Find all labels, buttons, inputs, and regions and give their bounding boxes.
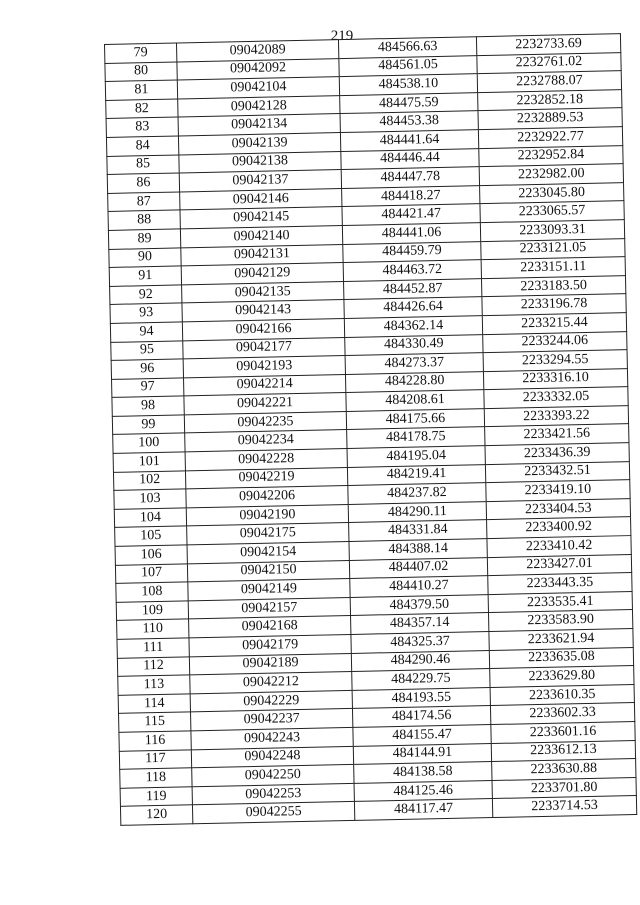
- point-number-cell: 98: [112, 396, 184, 416]
- x-coordinate-cell: 484362.14: [344, 316, 482, 337]
- y-coordinate-cell: 2232952.84: [479, 145, 623, 167]
- point-id-cell: 09042140: [180, 225, 342, 247]
- point-number-cell: 94: [110, 322, 182, 342]
- y-coordinate-cell: 2232788.07: [477, 71, 621, 93]
- point-number-cell: 85: [107, 155, 179, 175]
- point-id-cell: 09042212: [190, 672, 352, 694]
- point-id-cell: 09042128: [178, 95, 340, 117]
- y-coordinate-cell: 2233610.35: [490, 684, 634, 706]
- x-coordinate-cell: 484237.82: [348, 483, 486, 504]
- point-number-cell: 104: [114, 508, 186, 528]
- x-coordinate-cell: 484138.58: [354, 762, 492, 783]
- point-number-cell: 81: [105, 80, 177, 100]
- point-number-cell: 113: [118, 675, 190, 695]
- x-coordinate-cell: 484155.47: [353, 725, 491, 746]
- y-coordinate-cell: 2233535.41: [488, 591, 632, 613]
- y-coordinate-cell: 2232733.69: [476, 34, 620, 56]
- point-id-cell: 09042237: [191, 709, 353, 731]
- point-id-cell: 09042189: [189, 653, 351, 675]
- point-number-cell: 115: [119, 712, 191, 732]
- y-coordinate-cell: 2233410.42: [487, 536, 631, 558]
- x-coordinate-cell: 484228.80: [345, 371, 483, 392]
- x-coordinate-cell: 484175.66: [346, 408, 484, 429]
- x-coordinate-cell: 484195.04: [347, 446, 485, 467]
- point-id-cell: 09042214: [184, 374, 346, 396]
- x-coordinate-cell: 484426.64: [344, 297, 482, 318]
- x-coordinate-cell: 484208.61: [346, 390, 484, 411]
- point-number-cell: 117: [119, 749, 191, 769]
- point-number-cell: 90: [109, 247, 181, 267]
- x-coordinate-cell: 484447.78: [341, 167, 479, 188]
- y-coordinate-cell: 2233332.05: [484, 387, 628, 409]
- y-coordinate-cell: 2233045.80: [480, 182, 624, 204]
- point-number-cell: 95: [111, 340, 183, 360]
- point-id-cell: 09042234: [185, 430, 347, 452]
- x-coordinate-cell: 484379.50: [350, 594, 488, 615]
- point-id-cell: 09042137: [179, 170, 341, 192]
- y-coordinate-cell: 2233183.50: [481, 275, 625, 297]
- x-coordinate-cell: 484459.79: [343, 241, 481, 262]
- y-coordinate-cell: 2233583.90: [489, 610, 633, 632]
- point-number-cell: 109: [116, 601, 188, 621]
- point-number-cell: 91: [109, 266, 181, 286]
- y-coordinate-cell: 2233427.01: [487, 554, 631, 576]
- point-id-cell: 09042228: [185, 449, 347, 471]
- y-coordinate-cell: 2233421.56: [485, 424, 629, 446]
- page-number: 219: [330, 28, 354, 44]
- point-id-cell: 09042250: [192, 765, 354, 787]
- point-id-cell: 09042177: [183, 337, 345, 359]
- x-coordinate-cell: 484452.87: [344, 278, 482, 299]
- y-coordinate-cell: 2232889.53: [478, 108, 622, 130]
- point-id-cell: 09042157: [188, 597, 350, 619]
- y-coordinate-cell: 2233316.10: [483, 368, 627, 390]
- coordinates-table-wrapper: [104, 33, 636, 826]
- point-number-cell: 83: [106, 117, 178, 137]
- point-number-cell: 107: [115, 563, 187, 583]
- point-id-cell: 09042138: [179, 151, 341, 173]
- x-coordinate-cell: 484125.46: [354, 780, 492, 801]
- y-coordinate-cell: 2232761.02: [477, 52, 621, 74]
- point-id-cell: 09042168: [189, 616, 351, 638]
- y-coordinate-cell: 2233393.22: [484, 405, 628, 427]
- x-coordinate-cell: 484566.63: [338, 37, 476, 58]
- point-id-cell: 09042150: [187, 560, 349, 582]
- point-id-cell: 09042193: [183, 356, 345, 378]
- point-number-cell: 119: [120, 787, 192, 807]
- point-id-cell: 09042135: [182, 281, 344, 303]
- point-number-cell: 89: [108, 229, 180, 249]
- y-coordinate-cell: 2233151.11: [481, 257, 625, 279]
- x-coordinate-cell: 484290.11: [348, 501, 486, 522]
- x-coordinate-cell: 484421.47: [342, 204, 480, 225]
- point-number-cell: 120: [120, 805, 192, 825]
- x-coordinate-cell: 484453.38: [340, 111, 478, 132]
- point-id-cell: 09042139: [178, 133, 340, 155]
- x-coordinate-cell: 484538.10: [339, 74, 477, 95]
- point-number-cell: 92: [110, 285, 182, 305]
- x-coordinate-cell: 484446.44: [341, 148, 479, 169]
- x-coordinate-cell: 484174.56: [352, 706, 490, 727]
- point-number-cell: 97: [112, 378, 184, 398]
- x-coordinate-cell: 484407.02: [349, 557, 487, 578]
- point-id-cell: 09042229: [190, 690, 352, 712]
- point-id-cell: 09042253: [192, 783, 354, 805]
- point-id-cell: 09042166: [182, 318, 344, 340]
- y-coordinate-cell: 2233419.10: [486, 480, 630, 502]
- point-number-cell: 100: [113, 433, 185, 453]
- y-coordinate-cell: 2233621.94: [489, 629, 633, 651]
- point-id-cell: 09042149: [188, 579, 350, 601]
- point-id-cell: 09042221: [184, 393, 346, 415]
- point-number-cell: 82: [106, 99, 178, 119]
- y-coordinate-cell: 2233244.06: [483, 331, 627, 353]
- point-id-cell: 09042179: [189, 634, 351, 656]
- x-coordinate-cell: 484117.47: [354, 799, 492, 820]
- point-id-cell: 09042092: [177, 58, 339, 80]
- y-coordinate-cell: 2233635.08: [489, 647, 633, 669]
- x-coordinate-cell: 484290.46: [351, 650, 489, 671]
- point-id-cell: 09042248: [191, 746, 353, 768]
- point-number-cell: 106: [115, 545, 187, 565]
- point-id-cell: 09042134: [178, 114, 340, 136]
- point-id-cell: 09042243: [191, 727, 353, 749]
- point-number-cell: 88: [108, 210, 180, 230]
- point-number-cell: 118: [120, 768, 192, 788]
- y-coordinate-cell: 2233630.88: [492, 759, 636, 781]
- point-id-cell: 09042219: [185, 467, 347, 489]
- point-number-cell: 99: [112, 415, 184, 435]
- point-id-cell: 09042143: [182, 300, 344, 322]
- x-coordinate-cell: 484475.59: [340, 92, 478, 113]
- point-id-cell: 09042235: [184, 411, 346, 433]
- point-number-cell: 105: [115, 526, 187, 546]
- point-number-cell: 111: [117, 638, 189, 658]
- y-coordinate-cell: 2232982.00: [479, 164, 623, 186]
- point-number-cell: 86: [107, 173, 179, 193]
- y-coordinate-cell: 2233065.57: [480, 201, 624, 223]
- y-coordinate-cell: 2233432.51: [485, 461, 629, 483]
- coordinates-table: [104, 33, 637, 826]
- y-coordinate-cell: 2233404.53: [486, 498, 630, 520]
- x-coordinate-cell: 484463.72: [343, 260, 481, 281]
- y-coordinate-cell: 2233196.78: [482, 294, 626, 316]
- point-number-cell: 79: [105, 43, 177, 63]
- y-coordinate-cell: 2233629.80: [490, 666, 634, 688]
- x-coordinate-cell: 484561.05: [339, 55, 477, 76]
- point-id-cell: 09042131: [181, 244, 343, 266]
- point-id-cell: 09042206: [186, 486, 348, 508]
- coordinates-table-body: [105, 34, 637, 826]
- point-number-cell: 103: [114, 489, 186, 509]
- y-coordinate-cell: 2233612.13: [491, 740, 635, 762]
- point-id-cell: 09042089: [176, 40, 338, 62]
- point-number-cell: 96: [111, 359, 183, 379]
- x-coordinate-cell: 484330.49: [345, 334, 483, 355]
- point-id-cell: 09042129: [181, 263, 343, 285]
- point-number-cell: 110: [117, 619, 189, 639]
- x-coordinate-cell: 484193.55: [352, 687, 490, 708]
- x-coordinate-cell: 484388.14: [349, 539, 487, 560]
- point-id-cell: 09042190: [186, 504, 348, 526]
- point-number-cell: 87: [108, 192, 180, 212]
- x-coordinate-cell: 484410.27: [350, 576, 488, 597]
- y-coordinate-cell: 2233701.80: [492, 777, 636, 799]
- x-coordinate-cell: 484273.37: [345, 353, 483, 374]
- point-number-cell: 84: [106, 136, 178, 156]
- point-number-cell: 93: [110, 303, 182, 323]
- y-coordinate-cell: 2233601.16: [491, 722, 635, 744]
- point-id-cell: 09042255: [192, 802, 354, 824]
- x-coordinate-cell: 484441.64: [340, 130, 478, 151]
- x-coordinate-cell: 484331.84: [349, 520, 487, 541]
- y-coordinate-cell: 2232922.77: [478, 127, 622, 149]
- x-coordinate-cell: 484144.91: [353, 743, 491, 764]
- y-coordinate-cell: 2233443.35: [488, 573, 632, 595]
- y-coordinate-cell: 2233436.39: [485, 443, 629, 465]
- x-coordinate-cell: 484219.41: [347, 464, 485, 485]
- point-id-cell: 09042145: [180, 207, 342, 229]
- x-coordinate-cell: 484441.06: [342, 223, 480, 244]
- y-coordinate-cell: 2233602.33: [490, 703, 634, 725]
- point-number-cell: 116: [119, 731, 191, 751]
- y-coordinate-cell: 2233121.05: [481, 238, 625, 260]
- point-id-cell: 09042154: [187, 542, 349, 564]
- point-id-cell: 09042175: [187, 523, 349, 545]
- y-coordinate-cell: 2233093.31: [480, 220, 624, 242]
- point-number-cell: 101: [113, 452, 185, 472]
- point-number-cell: 112: [117, 656, 189, 676]
- point-number-cell: 108: [116, 582, 188, 602]
- point-number-cell: 80: [105, 62, 177, 82]
- y-coordinate-cell: 2233294.55: [483, 350, 627, 372]
- point-id-cell: 09042104: [177, 77, 339, 99]
- y-coordinate-cell: 2233714.53: [492, 796, 636, 818]
- x-coordinate-cell: 484178.75: [347, 427, 485, 448]
- point-number-cell: 102: [113, 471, 185, 491]
- point-number-cell: 114: [118, 694, 190, 714]
- x-coordinate-cell: 484418.27: [342, 185, 480, 206]
- x-coordinate-cell: 484325.37: [351, 632, 489, 653]
- y-coordinate-cell: 2233400.92: [487, 517, 631, 539]
- x-coordinate-cell: 484229.75: [352, 669, 490, 690]
- y-coordinate-cell: 2233215.44: [482, 313, 626, 335]
- x-coordinate-cell: 484357.14: [351, 613, 489, 634]
- y-coordinate-cell: 2232852.18: [478, 89, 622, 111]
- point-id-cell: 09042146: [180, 188, 342, 210]
